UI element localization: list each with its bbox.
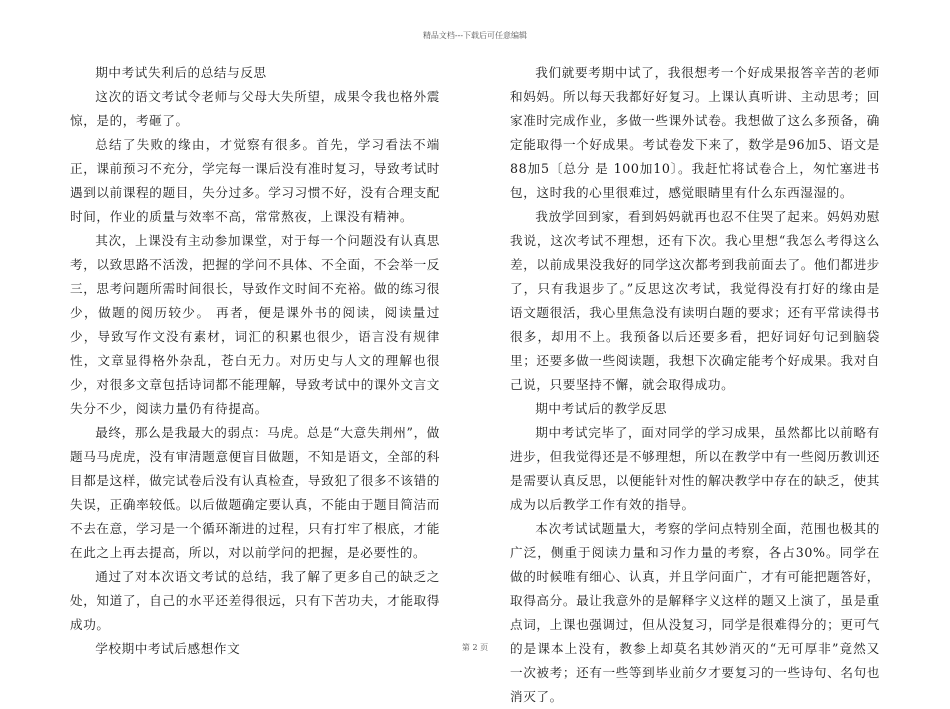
paragraph: 本次考试试题量大，考察的学问点特别全面，范围也极其的广泛，侧重于阅读力量和习作力量的考察，各占30%。同学在做的时候唯有细心、认真，并且学问面广，才有可能把题答好，取得高分。最让我意外的是解释字义这样的题又上演了，虽是重点词，上课也强调过，但从没复习，同学是很难得分的；更可气的是课本上没有，教参上却莫名其妙消灭的“无可厚非”竟然又一次被考；还有一些等到毕业前夕才要复习的一些诗句、名句也消灭了。: [510, 521, 880, 704]
paragraph: 总结了失败的缘由，才觉察有很多。首先，学习看法不端正，课前预习不充分，学完每一课后没有准时复习，导致考试时遇到以前课程的题目，失分过多。学习习惯不好，没有合理支配时间，作业的质量与效率不高，常常熬夜，上课没有精神。: [70, 137, 440, 224]
paragraph: 我们就要考期中试了，我很想考一个好成果报答辛苦的老师和妈妈。所以每天我都好好复习。上课认真听讲、主动思考；回家准时完成作业，多做一些课外试卷。我想做了这么多预备，确定能取得一个好成果。考试卷发下来了，数学是96加5、语文是88加5〔总分 是 100加10〕。我赶忙将试卷合上，匆忙塞进书包，这时我的心里很难过，感觉眼睛里有什么东西湿湿的。: [510, 65, 880, 200]
left-column: [70, 61, 440, 661]
paragraph: 通过了对本次语文考试的总结，我了解了更多自己的缺乏之处，知道了，自己的水平还差得很远，只有下苦功夫，才能取得成功。: [70, 569, 440, 632]
paragraph: 其次，上课没有主动参加课堂，对于每一个问题没有认真思考，以致思路不活泼，把握的学问不具体、不全面，不会举一反三，思考问题所需时间很长，导致作文时间不充裕。做的练习很少，做题的阅历较少。 再者，便是课外书的阅读，阅读量过少，导致写作文没有素材，词汇的积累也很少，语言没有规律性，文章显得格外杂乱，苍白无力。对历史与人文的理解也很少，对很多文章包括诗词都不能理解，导致考试中的课外文言文失分不少，阅读力量仍有待提高。: [70, 233, 440, 416]
article-title: 学校期中考试后感想作文: [95, 641, 241, 656]
right-column: [510, 61, 880, 709]
paragraph: 最终，那么是我最大的弱点：马虎。总是“大意失荆州”，做题马马虎虎，没有审清题意便盲目做题，不知是语文，全部的科目都是这样，做完试卷后没有认真检查，导致犯了很多不该错的失误，正确率较低。以后做题确定要认真，不能由于题目简洁而不去在意，学习是一个循环渐进的过程，只有打牢了根底，才能在此之上再去提高，所以，对以前学问的把握，是必要性的。: [70, 425, 440, 560]
page-number: 第 2 页: [461, 643, 489, 652]
paragraph: 我放学回到家，看到妈妈就再也忍不住哭了起来。妈妈劝慰我说，这次考试不理想，还有下次。我心里想“我怎么考得这么差，以前成果没我好的同学这次都考到我前面去了。他们都进步了，只有我退步了。”反思这次考试，我觉得没有打好的缘由是语文题很活，我心里焦急没有读明白题的要求；还有平常读得书很多，却用不上。我预备以后还要多看，把好词好句记到脑袋里；还要多做一些阅读题，我想下次确定能考个好成果。我对自己说，只要坚持不懈，就会取得成功。: [510, 209, 880, 392]
paragraph: 期中考试完毕了，面对同学的学习成果，虽然都比以前略有进步，但我觉得还是不够理想，所以在教学中有一些阅历教训还是需要认真反思，以便能针对性的解决教学中存在的缺乏，使其成为以后教学工作有效的指导。: [510, 425, 880, 512]
page-header: 精品文档---下载后可任意编辑: [422, 31, 528, 40]
paragraph: 这次的语文考试令老师与父母大失所望，成果令我也格外震惊，是的，考砸了。: [70, 89, 440, 128]
article-title: 期中考试失利后的总结与反思: [95, 65, 267, 80]
article-title: 期中考试后的教学反思: [535, 401, 668, 416]
